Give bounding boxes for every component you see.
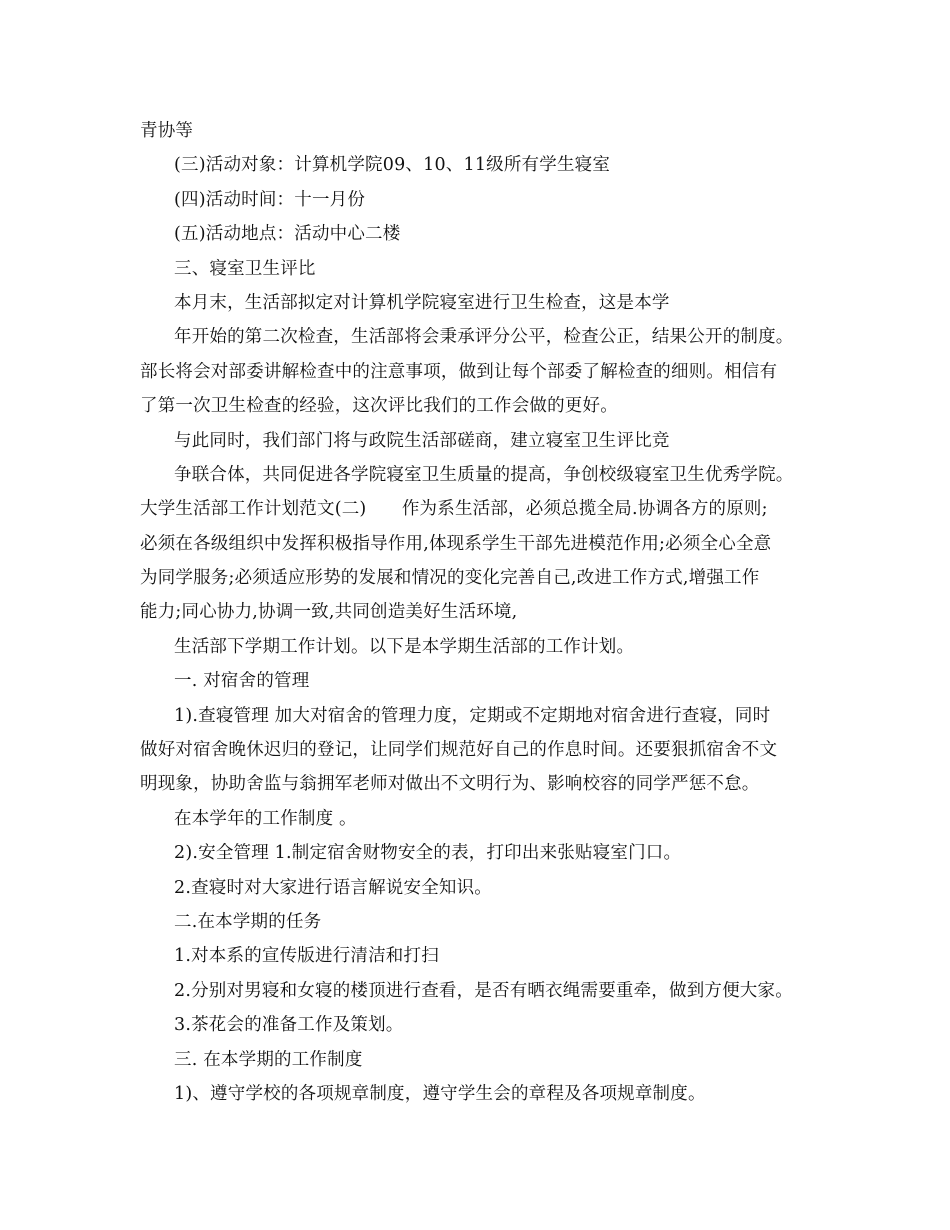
text-line: 1)、遵守学校的各项规章制度，遵守学生会的章程及各项规章制度。 — [174, 1083, 706, 1104]
section-heading: 三. 在本学期的工作制度 — [174, 1049, 363, 1070]
text-line: 1.对本系的宣传版进行清洁和打扫 — [174, 946, 439, 967]
text-line: 了第一次卫生检查的经验，这次评比我们的工作会做的更好。 — [140, 396, 618, 417]
text-line: 做好对宿舍晚休迟归的登记，让同学们规范好自己的作息时间。还要狠抓宿舍不文 — [140, 740, 778, 761]
text-line: 大学生活部工作计划范文(二) 作为系生活部，必须总揽全局.协调各方的原则; — [140, 499, 768, 520]
text-line: (三)活动对象：计算机学院09、10、11级所有学生寝室 — [174, 155, 611, 176]
text-line: 1).查寝管理 加大对宿舍的管理力度，定期或不定期地对宿舍进行查寝，同时 — [174, 705, 771, 726]
text-line: 2).安全管理 1.制定宿舍财物安全的表，打印出来张贴寝室门口。 — [174, 843, 682, 864]
document-body — [140, 114, 840, 1111]
text-line: 年开始的第二次检查，生活部将会秉承评分公平，检查公正，结果公开的制度。 — [174, 327, 794, 348]
text-line: 与此同时，我们部门将与政院生活部磋商，建立寝室卫生评比竞 — [174, 430, 670, 451]
text-line: 本月末，生活部拟定对计算机学院寝室进行卫生检查，这是本学 — [174, 292, 670, 313]
section-heading: 一. 对宿舍的管理 — [174, 671, 310, 692]
text-line: 在本学年的工作制度 。 — [174, 808, 357, 829]
text-line: 2.查寝时对大家进行语言解说安全知识。 — [174, 877, 492, 898]
section-heading: 二.在本学期的任务 — [174, 911, 322, 932]
text-line: 生活部下学期工作计划。以下是本学期生活部的工作计划。 — [174, 636, 635, 657]
text-line: 能力;同心协力,协调一致,共同创造美好生活环境, — [140, 602, 518, 623]
text-line: (四)活动时间：十一月份 — [174, 189, 366, 210]
text-line: 明现象，协助舍监与翁拥军老师对做出不文明行为、影响校容的同学严惩不怠。 — [140, 774, 760, 795]
text-line: 3.茶花会的准备工作及策划。 — [174, 1015, 404, 1036]
text-line: 为同学服务;必须适应形势的发展和情况的变化完善自己,改进工作方式,增强工作 — [140, 568, 760, 589]
text-line: 2.分别对男寝和女寝的楼顶进行查看，是否有晒衣绳需要重牵，做到方便大家。 — [174, 980, 793, 1001]
text-line: 争联合体，共同促进各学院寝室卫生质量的提高，争创校级寝室卫生优秀学院。 — [174, 464, 794, 485]
text-line: 青协等 — [140, 121, 194, 141]
text-line: 必须在各级组织中发挥积极指导作用,体现系学生干部先进模范作用;必须全心全意 — [140, 533, 772, 554]
section-heading: 三、寝室卫生评比 — [174, 258, 316, 279]
text-line: (五)活动地点：活动中心二楼 — [174, 224, 401, 245]
text-line: 部长将会对部委讲解检查中的注意事项，做到让每个部委了解检查的细则。相信有 — [140, 361, 778, 382]
